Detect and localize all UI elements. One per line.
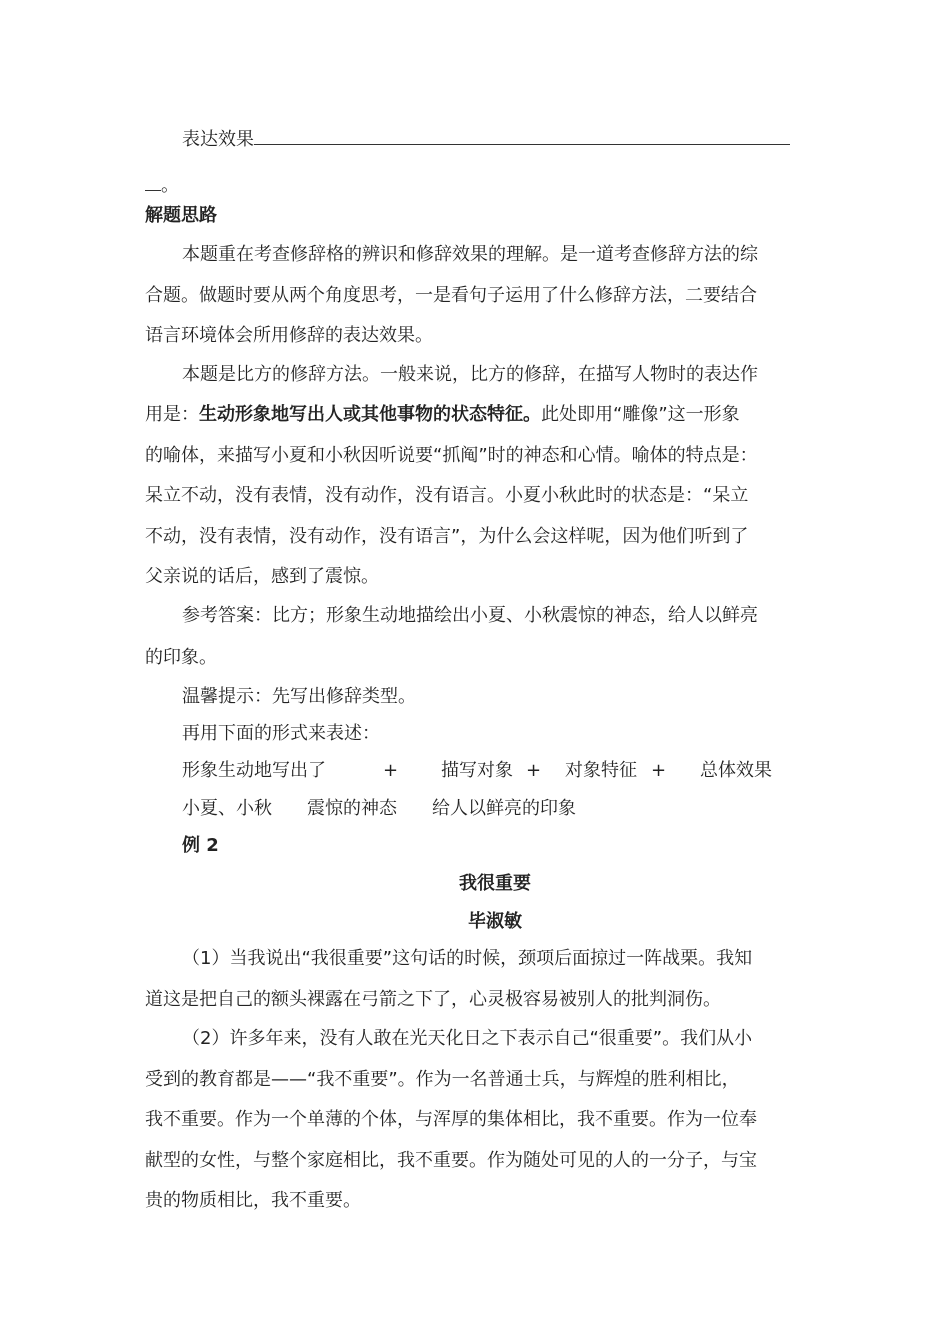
example-object: 小夏、小秋 (182, 798, 272, 819)
p1-line-3: 语言环境体会所用修辞的表达效果。 (145, 325, 433, 346)
formula-plus-3: + (651, 760, 667, 781)
p2-line-5: 不动，没有表情，没有动作，没有语言”，为什么会这样呢，因为他们听到了 (145, 526, 749, 547)
tip-line-1: 温馨提示：先写出修辞类型。 (182, 686, 416, 707)
essay-p2-line-4: 献型的女性，与整个家庭相比，我不重要。作为随处可见的人的一分子，与宝 (145, 1150, 757, 1171)
essay-p2-line-3: 我不重要。作为一个单薄的个体，与浑厚的集体相比，我不重要。作为一位奉 (145, 1109, 757, 1130)
answer-line-end (145, 172, 179, 198)
essay-p2-line-1: （2）许多年来，没有人敢在光天化日之下表示自己“很重要”。我们从小 (182, 1028, 753, 1049)
example-label: 例 2 (182, 835, 219, 856)
p1-line-1: 本题重在考查修辞格的辨识和修辞效果的理解。是一道考查修辞方法的综 (182, 244, 758, 265)
example-feature: 震惊的神态 (307, 798, 397, 819)
p2-line-3: 的喻体，来描写小夏和小秋因听说要“抓阄”时的神态和心情。喻体的特点是： (145, 445, 758, 466)
p2-line-6: 父亲说的话后，感到了震惊。 (145, 566, 379, 587)
p2-line-2 (145, 403, 740, 427)
p2-line-4: 呆立不动，没有表情，没有动作，没有语言。小夏小秋此时的状态是：“呆立 (145, 485, 749, 506)
essay-p1-line-1: （1）当我说出“我很重要”这句话的时候，颈项后面掠过一阵战栗。我知 (182, 948, 753, 969)
answer-blank[interactable] (254, 126, 790, 145)
essay-p1-line-2: 道这是把自己的额头裸露在弓箭之下了，心灵极容易被别人的批判洞伤。 (145, 989, 721, 1010)
answer-end-mark: 。 (161, 175, 179, 196)
formula-plus-1: + (383, 760, 399, 781)
formula-plus-2: + (526, 760, 542, 781)
formula-part-d: 总体效果 (700, 760, 772, 781)
p2-text-cont: 此处即用“雕像”这一形象 (541, 404, 740, 425)
essay-author: 毕淑敏 (468, 911, 522, 932)
p2-line-1: 本题是比方的修辞方法。一般来说，比方的修辞，在描写人物时的表达作 (182, 364, 758, 385)
formula-part-b: 描写对象 (441, 760, 513, 781)
p2-text: 用是： (145, 404, 199, 425)
section-title: 解题思路 (145, 205, 217, 226)
tip-line-2: 再用下面的形式来表述： (182, 723, 380, 744)
ref-answer-line-2: 的印象。 (145, 647, 217, 668)
essay-p2-line-2: 受到的教育都是——“我不重要”。作为一名普通士兵，与辉煌的胜利相比， (145, 1069, 740, 1090)
p1-line-2: 合题。做题时要从两个角度思考，一是看句子运用了什么修辞方法，二要结合 (145, 285, 757, 306)
ref-answer-line-1: 参考答案：比方；形象生动地描绘出小夏、小秋震惊的神态，给人以鲜亮 (182, 605, 758, 626)
formula-part-a: 形象生动地写出了 (182, 760, 326, 781)
p2-bold-text: 生动形象地写出人或其他事物的状态特征。 (199, 404, 541, 425)
answer-label: 表达效果 (182, 129, 254, 150)
essay-title: 我很重要 (459, 873, 531, 894)
answer-blank-continued[interactable] (145, 172, 161, 191)
essay-p2-line-5: 贵的物质相比，我不重要。 (145, 1190, 361, 1211)
formula-part-c: 对象特征 (565, 760, 637, 781)
answer-line (182, 126, 790, 152)
example-effect: 给人以鲜亮的印象 (432, 798, 576, 819)
